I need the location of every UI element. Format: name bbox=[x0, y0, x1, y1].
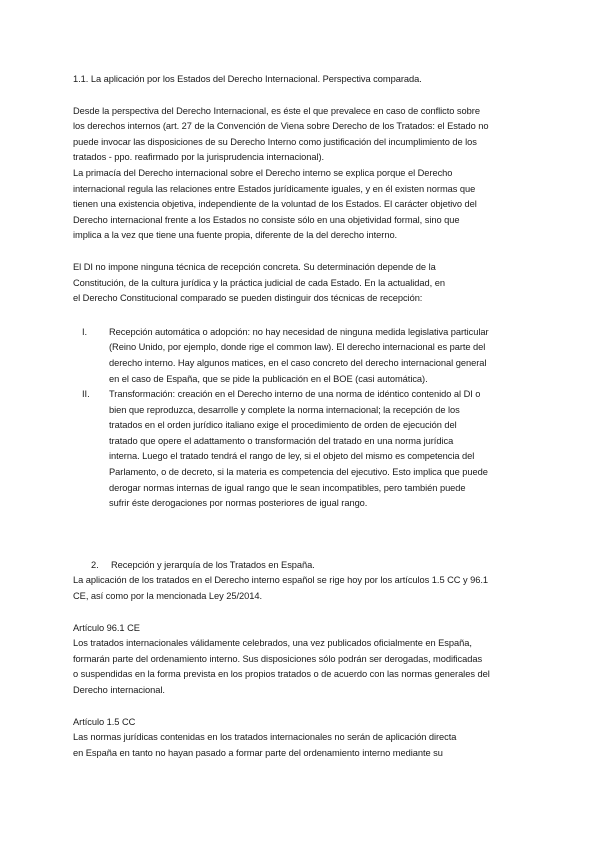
text-line: implica a la vez que tiene una fuente propia, diferente de la del derecho interno. bbox=[73, 230, 398, 241]
text-line: Constitución, de la cultura jurídica y la práctica judicial de cada Estado. En la actualidad, en bbox=[73, 277, 445, 288]
list-item bbox=[73, 325, 540, 387]
text-line: tratados - ppo. reafirmado por la jurisprudencia internacional). bbox=[73, 152, 325, 163]
list-item bbox=[73, 387, 540, 512]
text-line: Los tratados internacionales válidamente celebrados, una vez publicados oficialmente en España, bbox=[73, 638, 472, 649]
text-line: en España en tanto no hayan pasado a formar parte del ordenamiento interno mediante su bbox=[73, 747, 443, 758]
list-number: II. bbox=[82, 389, 90, 400]
paragraph-reception bbox=[73, 260, 540, 307]
text-line: Transformación: creación en el Derecho interno de una norma de idéntico contenido al DI o bbox=[109, 389, 481, 400]
text-line: tratados en el orden jurídico italiano exige el procedimiento de orden de ejecución del bbox=[109, 420, 457, 431]
section-number: 2. bbox=[91, 559, 99, 570]
text-line: Parlamento, o de decreto, si la materia es competencia del ejecutivo. Esto implica que puede bbox=[109, 467, 488, 478]
text-line: La primacía del Derecho internacional sobre el Derecho interno se explica porque el Derecho bbox=[73, 167, 453, 178]
reception-techniques-list bbox=[73, 325, 540, 512]
text-line: interna. Luego el tratado tendrá el rango de ley, si el objeto del mismo es competencia del bbox=[109, 451, 475, 462]
paragraph-conflict bbox=[73, 104, 540, 166]
article-1-5-heading: Artículo 1.5 CC bbox=[73, 716, 136, 727]
section-title: Recepción y jerarquía de los Tratados en España. bbox=[111, 559, 315, 570]
section-heading-2 bbox=[73, 558, 540, 574]
text-line: Derecho internacional. bbox=[73, 685, 165, 695]
text-line: Recepción automática o adopción: no hay necesidad de ninguna medida legislativa particular bbox=[109, 326, 489, 337]
article-1-5-text bbox=[73, 730, 540, 761]
text-line: los derechos internos (art. 27 de la Convención de Viena sobre Derecho de los Tratados: el Estado no bbox=[73, 121, 489, 132]
text-line: formarán parte del ordenamiento interno. Sus disposiciones sólo podrán ser derogadas, modificadas bbox=[73, 653, 483, 664]
text-line: Derecho internacional frente a los Estados no consiste sólo en una objetividad formal, sino que bbox=[73, 214, 460, 225]
text-line: (Reino Unido, por ejemplo, donde rige el common law). El derecho internacional es parte del bbox=[109, 342, 486, 353]
text-line: La aplicación de los tratados en el Derecho interno español se rige hoy por los artículos 1.5 CC y 96.1 bbox=[73, 575, 489, 586]
text-line: tienen una existencia objetiva, independiente de la voluntad de los Estados. El carácter objetivo del bbox=[73, 199, 477, 210]
list-number: I. bbox=[82, 326, 88, 337]
text-line: o suspendidas en la forma prevista en los propios tratados o de acuerdo con las normas generales del bbox=[73, 669, 490, 680]
text-line: puede invocar las disposiciones de su Derecho Interno como justificación del incumplimiento de los bbox=[73, 136, 477, 147]
paragraph-primacy bbox=[73, 166, 540, 244]
text-line: Desde la perspectiva del Derecho Internacional, es éste el que prevalece en caso de conflicto sobre bbox=[73, 105, 480, 116]
text-line: derogar normas internas de igual rango que le sean incompatibles, pero también puede bbox=[109, 482, 466, 493]
text-line: tratado que opere el adattamento o transformación del tratado en una norma jurídica bbox=[109, 435, 454, 446]
text-line: CE, así como por la mencionada Ley 25/2014. bbox=[73, 591, 263, 602]
text-line: derecho interno. Hay algunos matices, en el caso concreto del derecho internacional general bbox=[109, 357, 487, 368]
section-heading-1-1: 1.1. La aplicación por los Estados del Derecho Internacional. Perspectiva comparada. bbox=[73, 74, 422, 84]
text-line: Las normas jurídicas contenidas en los tratados internacionales no serán de aplicación directa bbox=[73, 732, 457, 743]
text-line: en el caso de España, que se pide la publicación en el BOE (casi automática). bbox=[109, 373, 428, 384]
text-line: internacional regula las relaciones entre Estados jurídicamente iguales, y en él existen normas que bbox=[73, 183, 476, 194]
text-line: bien que reproduzca, desarrolle y complete la norma internacional; la recepción de los bbox=[109, 404, 460, 415]
article-96-1-heading: Artículo 96.1 CE bbox=[73, 622, 140, 633]
paragraph-application bbox=[73, 573, 540, 604]
text-line: el Derecho Constitucional comparado se pueden distinguir dos técnicas de recepción: bbox=[73, 293, 423, 304]
text-line: sufrir éste derogaciones por normas posteriores de igual rango. bbox=[109, 498, 368, 509]
article-96-1-text bbox=[73, 636, 540, 698]
text-line: El DI no impone ninguna técnica de recepción concreta. Su determinación depende de la bbox=[73, 261, 436, 272]
